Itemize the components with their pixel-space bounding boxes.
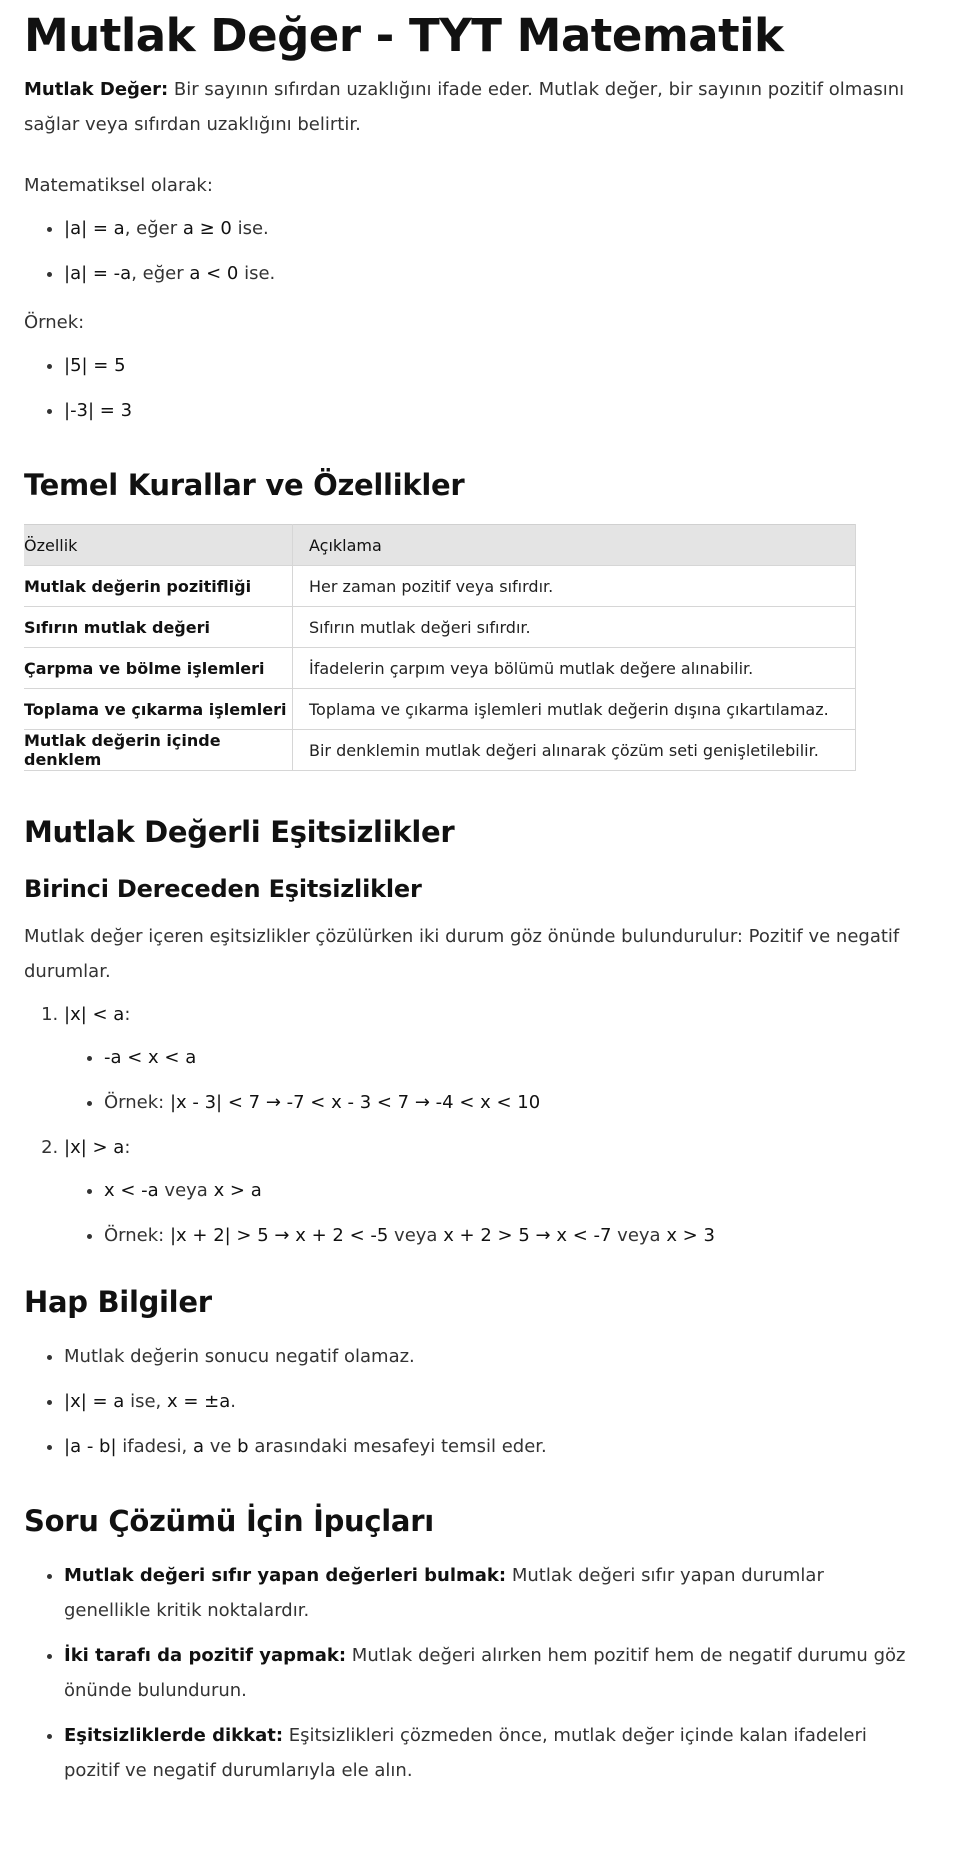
list-item	[104, 1218, 948, 1253]
list-item	[64, 348, 948, 383]
table-header-row	[24, 525, 856, 566]
tip-term: İki tarafı da pozitif yapmak:	[64, 1645, 347, 1666]
math-expression: a < 0	[189, 263, 239, 284]
list-item	[104, 1085, 948, 1120]
cases-list	[24, 997, 948, 1253]
case-sublist	[64, 1040, 948, 1120]
math-expression: a	[192, 1436, 204, 1457]
text: veya	[388, 1225, 444, 1246]
table-row	[24, 607, 856, 648]
math-expression: |a| = -a	[64, 263, 132, 284]
text: ise.	[231, 218, 269, 239]
list-item	[104, 1040, 948, 1075]
case-sublist	[64, 1173, 948, 1253]
inequalities-heading: Mutlak Değerli Eşitsizlikler	[24, 815, 455, 849]
hap-list	[24, 1339, 948, 1464]
text: :	[124, 1137, 131, 1158]
list-item	[64, 1718, 948, 1788]
text: ifadesi,	[116, 1436, 193, 1457]
math-expression: |x - 3| < 7 → -7 < x - 3 < 7 → -4 < x < 10	[169, 1092, 541, 1113]
text: Örnek:	[104, 1092, 170, 1113]
math-expression: b	[237, 1436, 249, 1457]
table-cell: Her zaman pozitif veya sıfırdır.	[293, 566, 856, 607]
rules-heading: Temel Kurallar ve Özellikler	[24, 468, 465, 502]
tip-text: Eşitsizlikleri çözmeden önce, mutlak değer içinde kalan ifadeleri pozitif ve negatif durumlarıyla ele alın.	[64, 1725, 867, 1781]
example-list	[24, 348, 948, 428]
text: ise.	[238, 263, 276, 284]
table-row	[24, 648, 856, 689]
list-item	[64, 1558, 948, 1628]
tips-list	[24, 1558, 948, 1788]
column-header: Özellik	[24, 525, 293, 566]
list-item	[64, 211, 948, 246]
case-heading: |x| < a	[64, 1004, 125, 1025]
table-row	[24, 566, 856, 607]
definition-list	[24, 211, 948, 291]
rules-table	[24, 524, 856, 771]
list-item	[64, 1384, 948, 1419]
list-item	[64, 256, 948, 291]
math-expression: |-3| = 3	[64, 400, 133, 421]
math-expression: |5| = 5	[64, 355, 126, 376]
intro-term: Mutlak Değer:	[24, 79, 169, 100]
tip-term: Eşitsizliklerde dikkat:	[64, 1725, 284, 1746]
inequalities-paragraph: Mutlak değer içeren eşitsizlikler çözülürken iki durum göz önünde bulundurulur: Pozitif ve negatif durumlar.	[24, 926, 900, 982]
math-expression: x > 3	[666, 1225, 715, 1246]
table-cell: Toplama ve çıkarma işlemleri	[24, 689, 293, 730]
solution-tips-heading: Soru Çözümü İçin İpuçları	[24, 1504, 434, 1538]
list-item	[64, 1638, 948, 1708]
text: , eğer	[131, 263, 190, 284]
text: arasındaki mesafeyi temsil eder.	[248, 1436, 547, 1457]
math-expression: x < -a	[104, 1180, 159, 1201]
math-expression: x > a	[213, 1180, 262, 1201]
tips-summary-heading: Hap Bilgiler	[24, 1285, 212, 1319]
math-expression: x = ±a	[166, 1391, 231, 1412]
tip-text: Mutlak değeri alırken hem pozitif hem de negatif durumu göz önünde bulundurun.	[64, 1645, 906, 1701]
table-cell: Bir denklemin mutlak değeri alınarak çözüm seti genişletilebilir.	[293, 730, 856, 771]
math-expression: a ≥ 0	[182, 218, 232, 239]
math-intro: Matematiksel olarak:	[24, 175, 213, 196]
list-item	[64, 393, 948, 428]
rules-table-wrapper	[24, 524, 856, 771]
table-cell: Sıfırın mutlak değeri sıfırdır.	[293, 607, 856, 648]
intro-text: Bir sayının sıfırdan uzaklığını ifade eder. Mutlak değer, bir sayının pozitif olmasını sağlar veya sıfırdan uzaklığını belirtir.	[24, 79, 905, 135]
table-cell: Çarpma ve bölme işlemleri	[24, 648, 293, 689]
text: :	[124, 1004, 131, 1025]
list-item: • Mutlak değerin sonucu negatif olamaz.	[64, 1339, 948, 1374]
column-header: Açıklama	[293, 525, 856, 566]
list-item	[64, 1429, 948, 1464]
text: , eğer	[124, 218, 183, 239]
case-item	[64, 1130, 948, 1253]
text: .	[230, 1391, 236, 1412]
math-expression: |x| = a	[64, 1391, 125, 1412]
table-cell: Mutlak değerin içinde denklem	[24, 730, 293, 771]
table-cell: Mutlak değerin pozitifliği	[24, 566, 293, 607]
example-label: Örnek:	[24, 312, 85, 333]
text: ise,	[124, 1391, 167, 1412]
math-expression: -a < x < a	[104, 1047, 197, 1068]
table-cell: Toplama ve çıkarma işlemleri mutlak değerin dışına çıkartılamaz.	[293, 689, 856, 730]
tip-term: Mutlak değeri sıfır yapan değerleri bulmak:	[64, 1565, 507, 1586]
text: veya	[158, 1180, 214, 1201]
case-item	[64, 997, 948, 1120]
math-expression: x + 2 > 5 → x < -7	[443, 1225, 612, 1246]
table-row	[24, 730, 856, 771]
table-cell: İfadelerin çarpım veya bölümü mutlak değere alınabilir.	[293, 648, 856, 689]
table-cell: Sıfırın mutlak değeri	[24, 607, 293, 648]
case-heading: |x| > a	[64, 1137, 125, 1158]
intro-paragraph	[24, 72, 948, 142]
list-item	[104, 1173, 948, 1208]
math-expression: |a - b|	[64, 1436, 117, 1457]
text: Örnek:	[104, 1225, 170, 1246]
page-title: Mutlak Değer - TYT Matematik	[24, 9, 784, 62]
first-degree-heading: Birinci Dereceden Eşitsizlikler	[24, 875, 422, 903]
math-expression: |x + 2| > 5 → x + 2 < -5	[169, 1225, 389, 1246]
text: veya	[611, 1225, 667, 1246]
math-expression: |a| = a	[64, 218, 125, 239]
table-row	[24, 689, 856, 730]
text: ve	[203, 1436, 238, 1457]
tip-text: Mutlak değeri sıfır yapan durumlar genellikle kritik noktalardır.	[64, 1565, 824, 1621]
